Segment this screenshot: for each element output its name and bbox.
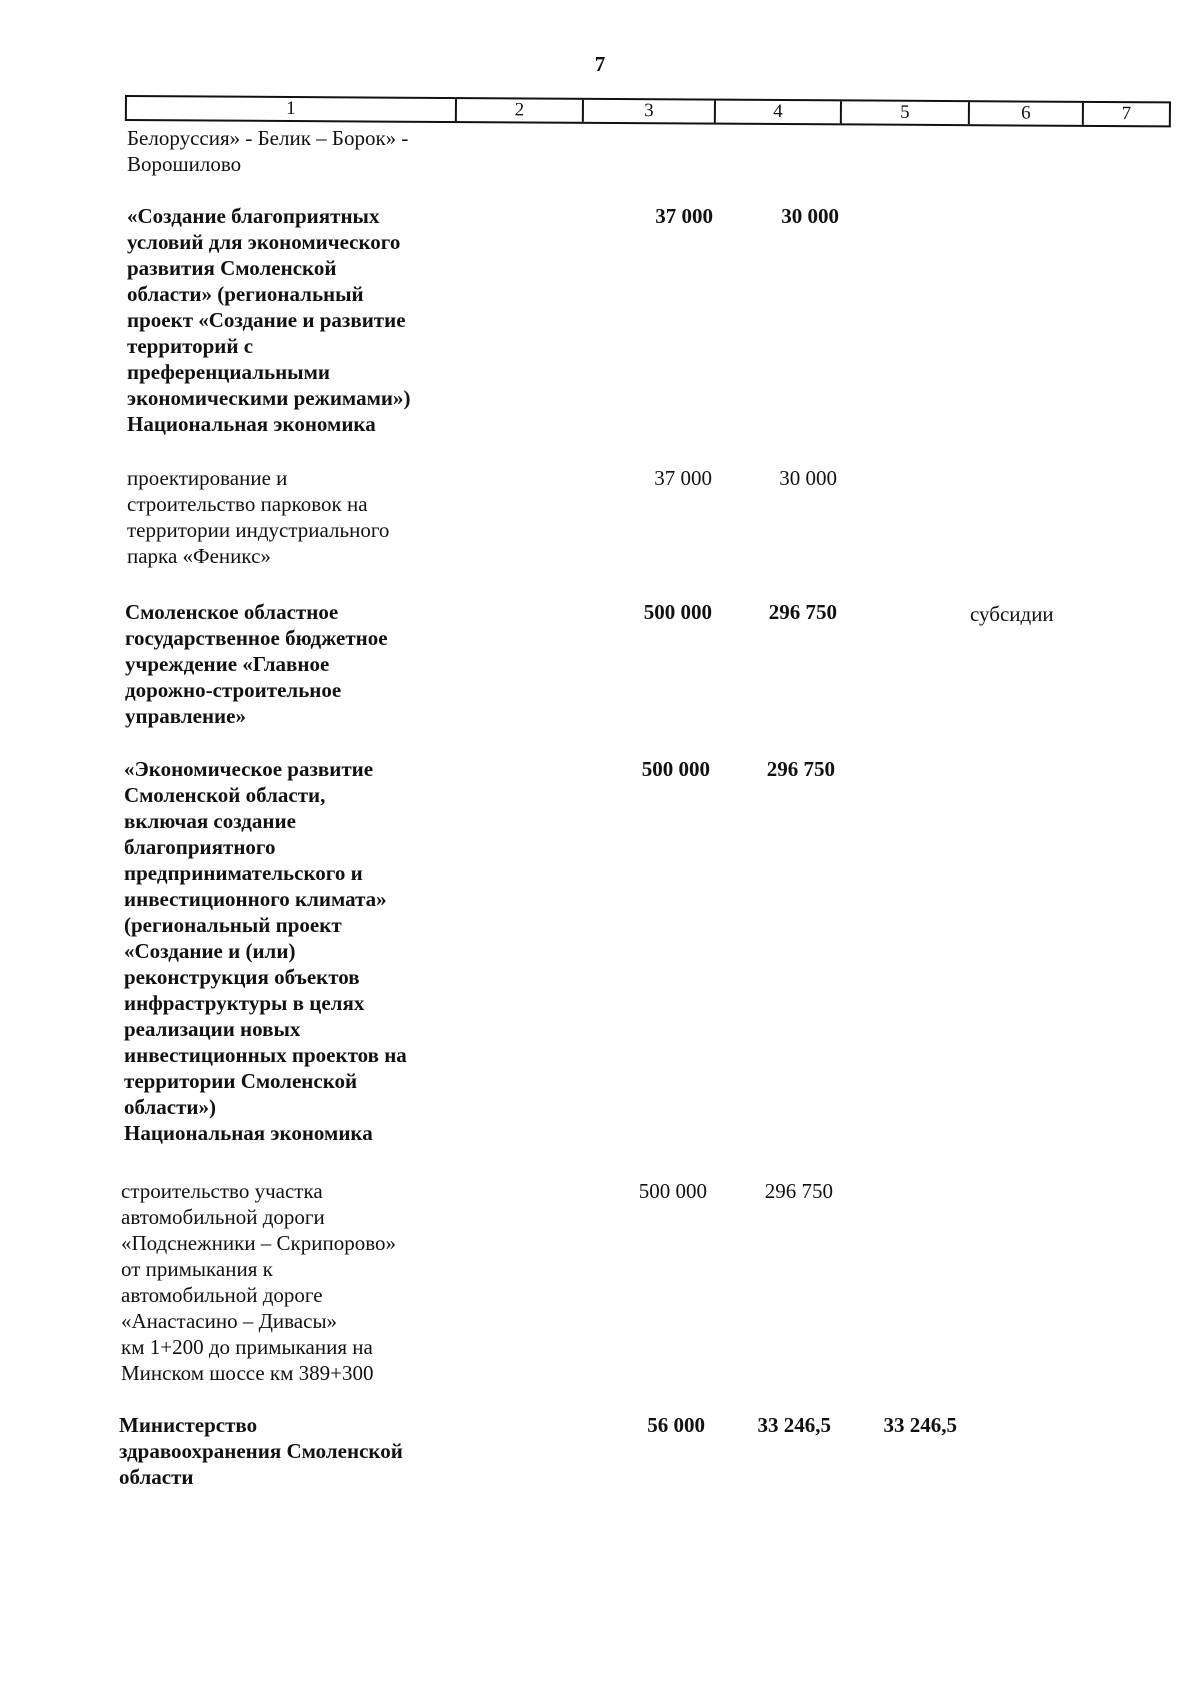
description-line: Ворошилово: [127, 152, 242, 176]
cell-col4: 30 000: [779, 466, 837, 490]
table-row-description: [119, 1412, 403, 1490]
description-line: экономическими режимами»): [127, 386, 411, 410]
description-line: дорожно-строительное: [125, 678, 342, 702]
description-line: реализации новых: [124, 1017, 301, 1041]
cell-col3: 56 000: [647, 1413, 705, 1437]
description-line: области» (региональный: [127, 282, 364, 306]
column-header-table: [125, 95, 1171, 127]
table-row-description: [127, 203, 410, 437]
cell-col4: 296 750: [764, 1179, 833, 1203]
cell-col6: субсидии: [970, 602, 1054, 626]
description-line: Белоруссия» - Белик – Борок» -: [127, 126, 409, 150]
description-line: «Экономическое развитие: [124, 757, 374, 781]
description-line: автомобильной дороги: [121, 1205, 325, 1229]
description-line: управление»: [125, 704, 246, 728]
cell-col3: 37 000: [654, 466, 712, 490]
description-line: строительство парковок на: [127, 492, 368, 516]
description-line: территорий с: [127, 334, 254, 358]
description-line: Смоленской области,: [124, 783, 326, 807]
description-line: «Подснежники – Скрипорово»: [121, 1231, 397, 1255]
table-row-description: [127, 125, 408, 177]
cell-col4: 296 750: [766, 757, 835, 781]
cell-col3: 500 000: [638, 1179, 707, 1203]
description-line: области»): [124, 1095, 216, 1119]
description-line: области: [119, 1465, 194, 1489]
description-line: инвестиционных проектов на: [124, 1043, 407, 1067]
description-line: учреждение «Главное: [125, 652, 330, 676]
description-line: «Анастасино – Дивасы»: [121, 1309, 338, 1333]
description-line: парка «Феникс»: [127, 544, 271, 568]
column-header-2: 2: [457, 99, 584, 122]
column-header-7: 7: [1121, 103, 1132, 125]
table-row-description: [124, 756, 407, 1146]
cell-col3: 37 000: [655, 204, 713, 228]
description-line: проектирование и: [127, 466, 288, 490]
description-line: инфраструктуры в целях: [124, 991, 365, 1015]
description-line: Национальная экономика: [127, 412, 376, 436]
table-row-description: [125, 599, 388, 729]
cell-col4: 33 246,5: [757, 1413, 831, 1437]
column-header-3: 3: [584, 100, 716, 123]
table-row-description: [127, 465, 389, 569]
description-line: территории индустриального: [127, 518, 390, 542]
description-line: Смоленское областное: [125, 600, 339, 624]
description-line: реконструкция объектов: [124, 965, 360, 989]
description-line: строительство участка: [121, 1179, 323, 1203]
description-line: благоприятного: [124, 835, 276, 859]
description-line: территории Смоленской: [124, 1069, 358, 1093]
description-line: условий для экономического: [127, 230, 401, 254]
cell-col3: 500 000: [641, 757, 710, 781]
description-line: проект «Создание и развитие: [127, 308, 406, 332]
description-line: Минском шоссе км 389+300: [121, 1361, 374, 1385]
description-line: инвестиционного климата»: [124, 887, 387, 911]
cell-col5: 33 246,5: [883, 1413, 957, 1437]
description-line: «Создание и (или): [124, 939, 296, 963]
column-header-6: 6: [970, 102, 1084, 125]
description-line: здравоохранения Смоленской: [119, 1439, 403, 1463]
description-line: автомобильной дороге: [121, 1283, 323, 1307]
description-line: включая создание: [124, 809, 296, 833]
table-row-description: [121, 1178, 396, 1386]
page-number: 7: [594, 52, 606, 76]
description-line: развития Смоленской: [127, 256, 337, 280]
description-line: от примыкания к: [121, 1257, 273, 1281]
column-header-1: 1: [127, 97, 457, 121]
description-line: государственное бюджетное: [125, 626, 388, 650]
cell-col3: 500 000: [643, 600, 712, 624]
description-line: (региональный проект: [124, 913, 342, 937]
column-header-4: 4: [716, 101, 842, 124]
description-line: км 1+200 до примыкания на: [121, 1335, 373, 1359]
column-header-5: 5: [842, 101, 970, 124]
cell-col4: 296 750: [768, 600, 837, 624]
description-line: «Создание благоприятных: [127, 204, 380, 228]
description-line: Министерство: [119, 1413, 258, 1437]
cell-col4: 30 000: [781, 204, 839, 228]
description-line: предпринимательского и: [124, 861, 363, 885]
description-line: преференциальными: [127, 360, 330, 384]
description-line: Национальная экономика: [124, 1121, 373, 1145]
